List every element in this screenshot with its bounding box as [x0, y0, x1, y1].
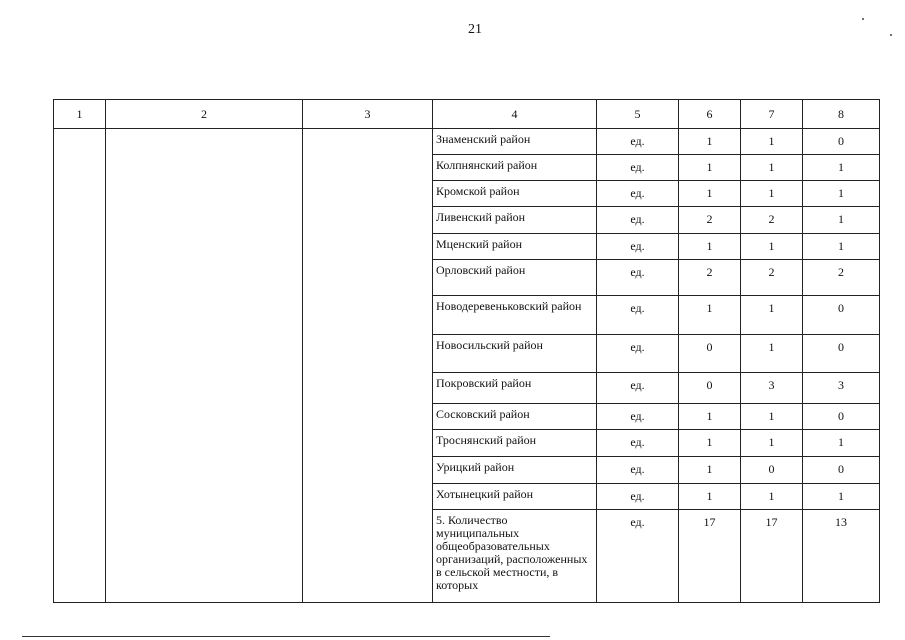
table-row: [54, 129, 880, 155]
page-number: 21: [468, 22, 482, 37]
row-value-col6: 1: [679, 181, 741, 207]
col3-merged-cell: [303, 129, 433, 603]
row-unit-cell: ед.: [597, 234, 679, 260]
row-value-col6: 1: [679, 296, 741, 335]
header-cell-1: 1: [54, 100, 106, 129]
row-value-col6: 1: [679, 404, 741, 430]
row-unit-cell: ед.: [597, 510, 679, 603]
row-value-col6: 1: [679, 430, 741, 457]
header-cell-6: 6: [679, 100, 741, 129]
row-value-col8: 1: [803, 181, 880, 207]
row-unit-cell: ед.: [597, 207, 679, 234]
row-value-col8: 1: [803, 484, 880, 510]
scan-speck: [862, 18, 864, 20]
row-value-col7: 1: [741, 181, 803, 207]
data-table: [53, 99, 880, 603]
row-name-cell: Мценский район: [433, 234, 597, 260]
row-unit-cell: ед.: [597, 181, 679, 207]
row-name-cell: Троснянский район: [433, 430, 597, 457]
row-value-col7: 1: [741, 296, 803, 335]
header-cell-2: 2: [106, 100, 303, 129]
row-value-col8: 0: [803, 296, 880, 335]
row-value-col6: 2: [679, 260, 741, 296]
row-name-cell: Новосильский район: [433, 335, 597, 373]
row-unit-cell: ед.: [597, 457, 679, 484]
row-value-col8: 1: [803, 207, 880, 234]
row-value-col6: 1: [679, 234, 741, 260]
row-value-col6: 0: [679, 373, 741, 404]
row-unit-cell: ед.: [597, 484, 679, 510]
row-value-col7: 1: [741, 430, 803, 457]
row-name-cell: Знаменский район: [433, 129, 597, 155]
row-unit-cell: ед.: [597, 373, 679, 404]
header-cell-4: 4: [433, 100, 597, 129]
row-name-cell: Кромской район: [433, 181, 597, 207]
col2-merged-cell: [106, 129, 303, 603]
row-name-cell: Ливенский район: [433, 207, 597, 234]
row-value-col7: 2: [741, 207, 803, 234]
row-unit-cell: ед.: [597, 260, 679, 296]
row-unit-cell: ед.: [597, 430, 679, 457]
row-value-col6: 0: [679, 335, 741, 373]
row-value-col8: 0: [803, 335, 880, 373]
row-value-col6: 2: [679, 207, 741, 234]
row-unit-cell: ед.: [597, 296, 679, 335]
bottom-rule: [22, 636, 550, 637]
row-unit-cell: ед.: [597, 155, 679, 181]
row-value-col8: 0: [803, 457, 880, 484]
row-value-col7: 1: [741, 484, 803, 510]
header-cell-3: 3: [303, 100, 433, 129]
row-value-col8: 0: [803, 404, 880, 430]
row-name-cell: Новодеревеньковский район: [433, 296, 597, 335]
row-value-col7: 3: [741, 373, 803, 404]
row-value-col7: 1: [741, 404, 803, 430]
row-unit-cell: ед.: [597, 335, 679, 373]
row-value-col6: 1: [679, 457, 741, 484]
row-value-col8: 3: [803, 373, 880, 404]
scan-speck: [890, 34, 892, 36]
row-name-cell: Урицкий район: [433, 457, 597, 484]
row-value-col8: 2: [803, 260, 880, 296]
row-name-cell: Сосковский район: [433, 404, 597, 430]
row-value-col6: 1: [679, 484, 741, 510]
row-value-col6: 1: [679, 129, 741, 155]
header-cell-8: 8: [803, 100, 880, 129]
row-value-col6: 17: [679, 510, 741, 603]
row-value-col8: 13: [803, 510, 880, 603]
row-name-cell: 5. Количество муниципальных общеобразовательных организаций, расположенных в сельской местности, в которых: [433, 510, 597, 603]
header-cell-7: 7: [741, 100, 803, 129]
row-value-col8: 1: [803, 234, 880, 260]
row-value-col8: 1: [803, 155, 880, 181]
row-value-col7: 2: [741, 260, 803, 296]
row-value-col7: 1: [741, 155, 803, 181]
row-value-col7: 1: [741, 129, 803, 155]
row-name-cell: Хотынецкий район: [433, 484, 597, 510]
row-unit-cell: ед.: [597, 404, 679, 430]
row-name-cell: Колпнянский район: [433, 155, 597, 181]
row-value-col7: 17: [741, 510, 803, 603]
header-cell-5: 5: [597, 100, 679, 129]
row-value-col7: 1: [741, 234, 803, 260]
row-name-cell: Орловский район: [433, 260, 597, 296]
row-value-col7: 1: [741, 335, 803, 373]
row-value-col7: 0: [741, 457, 803, 484]
row-unit-cell: ед.: [597, 129, 679, 155]
row-value-col8: 0: [803, 129, 880, 155]
col1-merged-cell: [54, 129, 106, 603]
header-row: [54, 100, 880, 129]
row-value-col6: 1: [679, 155, 741, 181]
row-value-col8: 1: [803, 430, 880, 457]
row-name-cell: Покровский район: [433, 373, 597, 404]
